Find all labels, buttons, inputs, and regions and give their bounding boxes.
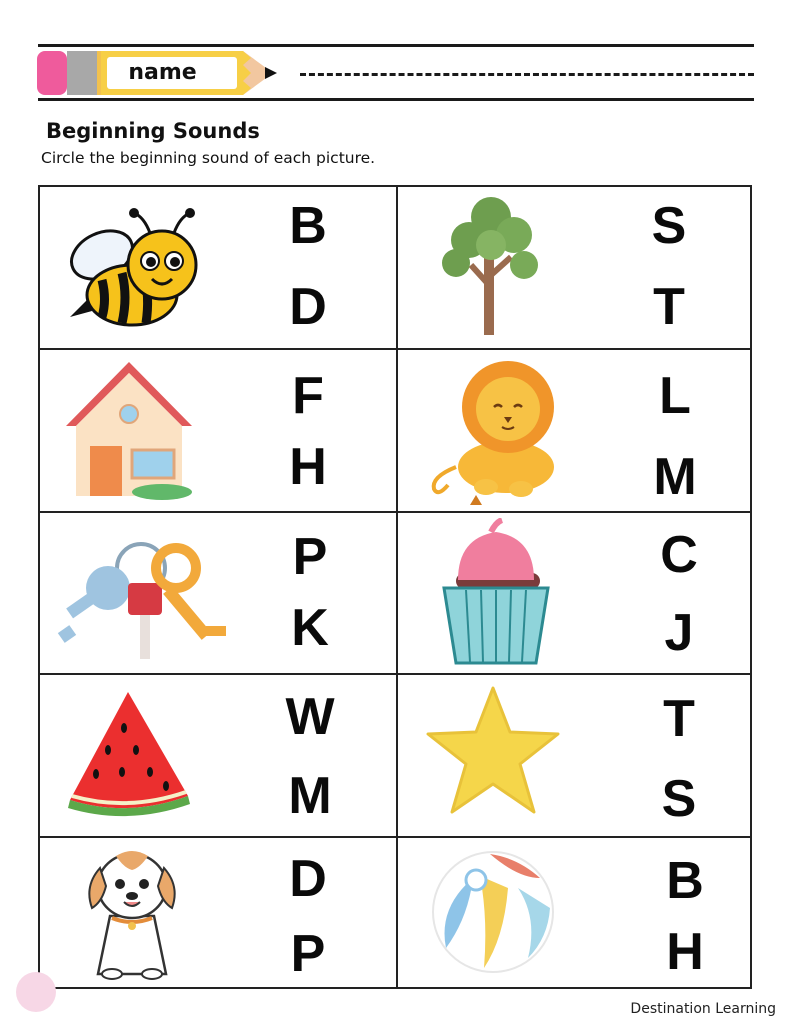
letter-option[interactable]: P: [292, 528, 328, 586]
lion-icon: [426, 357, 566, 507]
tree-icon: [436, 195, 546, 340]
top-rule: [38, 44, 754, 47]
keys-icon: [56, 538, 236, 663]
letter-option[interactable]: M: [288, 767, 332, 825]
brand-logo-icon: [16, 972, 56, 1012]
letter-option[interactable]: S: [651, 197, 687, 255]
letter-option[interactable]: K: [291, 599, 329, 657]
letter-option[interactable]: J: [664, 604, 694, 662]
row-divider: [38, 511, 752, 513]
bee-icon: [62, 205, 202, 335]
house-icon: [62, 358, 197, 500]
letter-option[interactable]: B: [289, 197, 327, 255]
footer-brand: Destination Learning: [630, 1001, 776, 1017]
letter-option[interactable]: D: [289, 850, 327, 908]
letter-option[interactable]: T: [663, 690, 695, 748]
worksheet-instructions: Circle the beginning sound of each picture.: [41, 149, 376, 167]
beach-ball-icon: [428, 848, 558, 976]
dog-icon: [80, 846, 184, 982]
letter-option[interactable]: B: [666, 852, 704, 910]
name-label: name: [128, 60, 197, 85]
watermelon-icon: [66, 688, 194, 820]
letter-option[interactable]: H: [666, 923, 704, 981]
column-divider: [396, 185, 398, 989]
letter-option[interactable]: L: [659, 367, 691, 425]
row-divider: [38, 348, 752, 350]
letter-option[interactable]: P: [290, 925, 326, 983]
letter-option[interactable]: D: [289, 278, 327, 336]
row-divider: [38, 673, 752, 675]
letter-option[interactable]: H: [289, 438, 327, 496]
row-divider: [38, 836, 752, 838]
letter-option[interactable]: F: [292, 367, 324, 425]
cupcake-icon: [436, 518, 556, 668]
letter-option[interactable]: M: [653, 448, 697, 506]
letter-option[interactable]: S: [661, 770, 697, 828]
name-writing-line[interactable]: [300, 73, 754, 76]
bottom-rule: [38, 98, 754, 101]
star-icon: [422, 684, 564, 820]
worksheet-title: Beginning Sounds: [46, 119, 260, 143]
letter-option[interactable]: T: [653, 278, 685, 336]
letter-option[interactable]: C: [660, 526, 698, 584]
letter-option[interactable]: W: [285, 688, 335, 746]
